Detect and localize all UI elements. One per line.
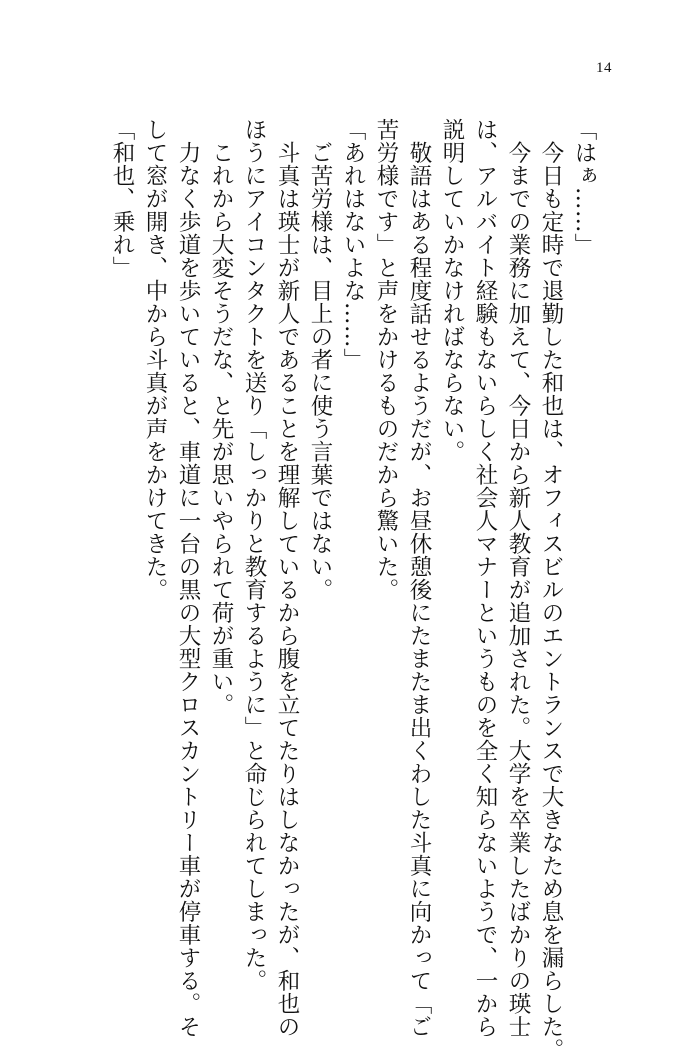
text-line: は、アルバイト経験もないらしく社会人マナーというものを全く知らないようで、一から <box>472 118 498 1038</box>
page-number: 14 <box>596 60 612 76</box>
text-line: 力なく歩道を歩いていると、車道に一台の黒の大型クロスカントリー車が停車する。そ <box>175 118 201 1038</box>
text-line: 苦労様です」と声をかけるものだから驚いた。 <box>373 118 399 601</box>
text-line: 説明していかなければならない。 <box>439 118 465 463</box>
text-line: して窓が開き、中から斗真が声をかけてきた。 <box>142 118 168 601</box>
text-line: 「あれはないよな……」 <box>340 118 366 371</box>
text-line: ご苦労様は、目上の者に使う言葉ではない。 <box>307 118 333 601</box>
text-line: 今までの業務に加えて、今日から新人教育が追加された。大学を卒業したばかりの瑛士 <box>505 118 531 1038</box>
text-line: 斗真は瑛士が新人であることを理解しているから腹を立てたりはしなかったが、和也の <box>274 118 300 1038</box>
vertical-text-body <box>105 118 600 1061</box>
text-line: 「和也、乗れ」 <box>109 118 135 279</box>
text-line: 「はぁ……」 <box>571 118 597 256</box>
text-line: これから大変そうだな、と先が思いやられて荷が重い。 <box>208 118 234 716</box>
text-line: 今日も定時で退勤した和也は、オフィスビルのエントランスで大きなため息を漏らした。 <box>538 118 564 1061</box>
text-line: ほうにアイコンタクトを送り「しっかりと教育するように」と命じられてしまった。 <box>241 118 267 992</box>
text-line: 敬語はある程度話せるようだが、お昼休憩後にたまたま出くわした斗真に向かって「ご <box>406 118 432 1038</box>
